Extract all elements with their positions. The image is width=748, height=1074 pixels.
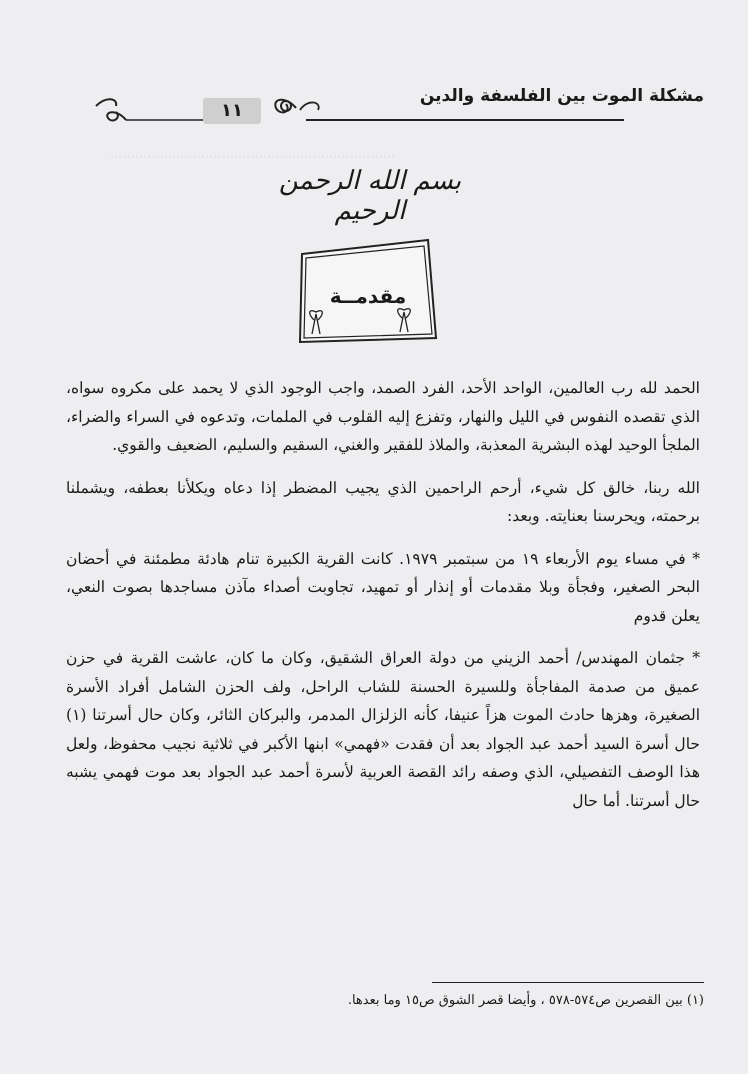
page-number: ١١ bbox=[203, 98, 261, 124]
section-title: مقدمــة bbox=[329, 284, 407, 308]
footnote: (١) بين القصرين ص٥٧٤-٥٧٨ ، وأيضا قصر الشوق ص١٥ وما بعدها. bbox=[347, 993, 704, 1008]
running-title: مشكلة الموت بين الفلسفة والدين bbox=[419, 86, 704, 106]
basmala-calligraphy: بسم الله الرحمن الرحيم bbox=[278, 166, 462, 226]
footnote-divider bbox=[432, 982, 704, 983]
paragraph: الله ربنا، خالق كل شيء، أرحم الراحمين الذي يجيب المضطر إذا دعاه ويكلأنا بعطفه، ويشملنا برحمته، ويحرسنا بعنايته. وبعد: bbox=[66, 478, 700, 525]
bleed-through-text: ····································································· bbox=[110, 150, 396, 165]
paragraph: * جثمان المهندس/ أحمد الزيني من دولة العراق الشقيق، وكان ما كان، عاشت القرية في حزن عميق من صدمة المفاجأة وللسيرة الحسنة للشاب الراحل، ولف الحزن الشامل أفراد الأسرة الصغيرة، وهزها حادث الموت هزاً عنيفا، كأنه الزلزال المدمر، والبركان الثائر، وكان حال أسرتنا (١) حال أسرة السيد أحمد عبد الجواد بعد أن فقدت «فهمي» ابنها الأكبر في ثلاثية نجيب محفوظ، ولعل هذا الوصف التفصيلي، الذي وصفه رائد القصة العربية لأسرة أحمد عبد الجواد بعد موت فهمي يشبه حال أسرتنا. أما حال bbox=[66, 649, 700, 810]
paragraph: * في مساء يوم الأربعاء ١٩ من سبتمبر ١٩٧٩. كانت القرية الكبيرة تنام هادئة مطمئنة في أحضان البحر الصغير، وفجأة وبلا مقدمات أو إنذار أو تمهيد، تجاوبت أصداء مآذن مساجدها بصوت النعي، يعلن قدوم bbox=[66, 549, 700, 625]
body-text bbox=[66, 374, 700, 829]
paragraph: الحمد لله رب العالمين، الواحد الأحد، الفرد الصمد، واجب الوجود الذي لا يحمد على مكروه سواه، الذي تقصده النفوس في الليل والنهار، وتفزع إليه القلوب في الملمات، وتدعوه في السراء والضراء، الملجأ الوحيد لهذه البشرية المعذبة، والملاذ للفقير والغني، السقيم والسليم، الضعيف والقوي. bbox=[66, 379, 700, 454]
